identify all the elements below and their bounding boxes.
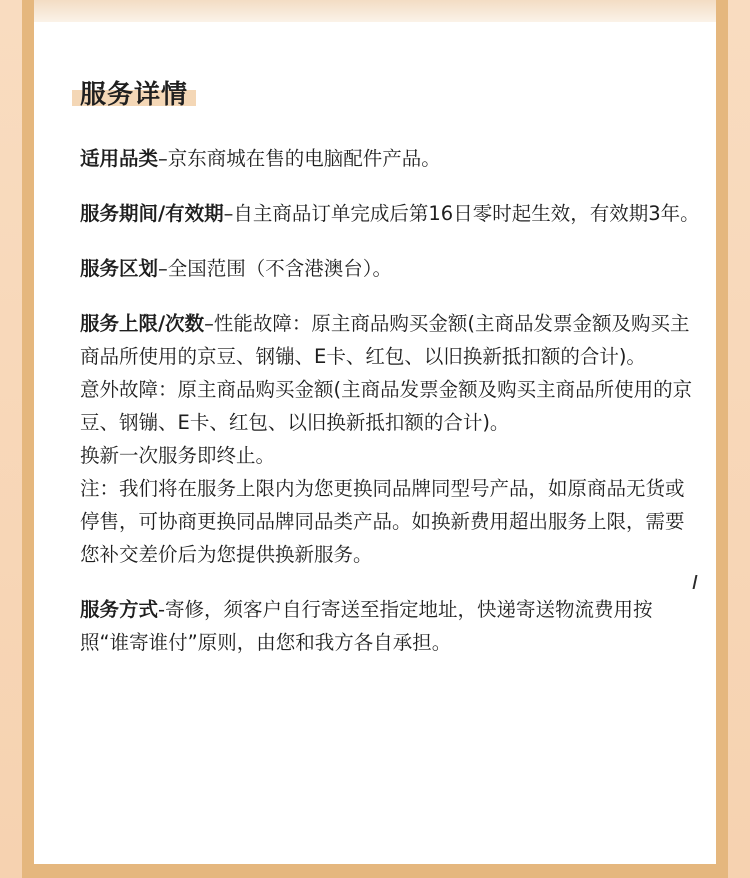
- detail-text: –全国范围（不含港澳台）。: [158, 257, 393, 280]
- section-title: 服务详情: [80, 80, 189, 110]
- top-strip: [34, 0, 716, 22]
- detail-period: [80, 197, 700, 230]
- detail-accident: 意外故障：原主商品购买金额(主商品发票金额及购买主商品所使用的京豆、钢镚、E卡、红包、以旧换新抵扣额的合计)。: [80, 378, 693, 434]
- detail-label: 服务期间/有效期: [80, 202, 224, 225]
- detail-text: –自主商品订单完成后第16日零时起生效，有效期3年。: [223, 202, 700, 225]
- detail-method: [80, 593, 700, 659]
- detail-region: [80, 252, 700, 285]
- detail-category: [80, 142, 700, 175]
- section-title-wrap: [72, 74, 188, 111]
- detail-label: 服务方式: [80, 598, 159, 621]
- detail-text: –京东商城在售的电脑配件产品。: [158, 147, 441, 170]
- detail-label: 适用品类: [80, 147, 159, 170]
- detail-label: 服务上限/次数: [80, 312, 205, 335]
- detail-replace-once: 换新一次服务即终止。: [80, 444, 276, 467]
- detail-note: 注：我们将在服务上限内为您更换同品牌同型号产品，如原商品无货或停售，可协商更换同品牌同品类产品。如换新费用超出服务上限，需要您补交差价后为您提供换新服务。: [80, 477, 685, 566]
- service-details: [80, 142, 700, 681]
- detail-limit: [80, 307, 700, 373]
- detail-text: -寄修，须客户自行寄送至指定地址，快递寄送物流费用按照“谁寄谁付”原则，由您和我方各自承担。: [80, 598, 653, 654]
- detail-text: –性能故障：原主商品购买金额(主商品发票金额及购买主商品所使用的京豆、钢镚、E卡、红包、以旧换新抵扣额的合计)。: [80, 312, 690, 368]
- detail-label: 服务区划: [80, 257, 159, 280]
